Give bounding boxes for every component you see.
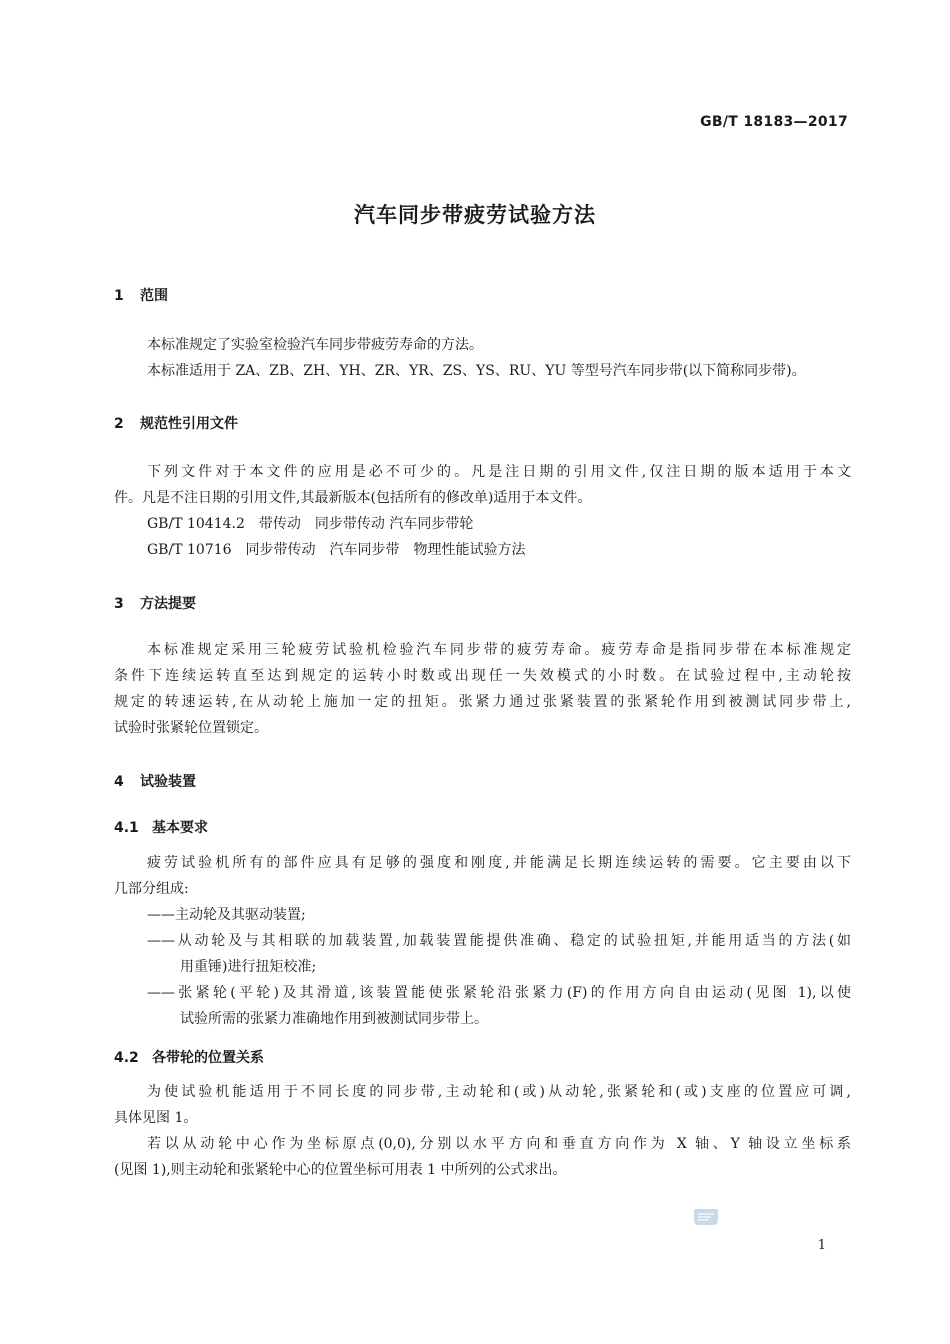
list-item: ——主动轮及其驱动装置; <box>147 907 306 923</box>
text-line: 若以从动轮中心作为坐标原点(0,0),分别以水平方向和垂直方向作为 X 轴、Y 轴设立坐标系 <box>147 1136 851 1152</box>
list-item: ——从动轮及与其相联的加载装置,加载装置能提供准确、稳定的试验扭矩,并能用适当的方法(如 <box>147 933 851 949</box>
section-title: 基本要求 <box>152 820 208 836</box>
section-1-paragraph-2: 本标准适用于 ZA、ZB、ZH、YH、ZR、YR、ZS、YS、RU、YU 等型号汽车同步带(以下简称同步带)。 <box>147 363 806 379</box>
section-3-paragraph <box>114 637 851 741</box>
section-title: 范围 <box>140 288 168 304</box>
section-title: 试验装置 <box>140 774 196 790</box>
watermark-logo-icon <box>693 1207 719 1227</box>
text-line: 规定的转速运转,在从动轮上施加一定的扭矩。张紧力通过张紧装置的张紧轮作用到被测试同步带上, <box>114 694 851 710</box>
text-line: 具体见图 1。 <box>114 1110 198 1126</box>
subsection-4-1-paragraph <box>114 850 851 1032</box>
text-line: 疲劳试验机所有的部件应具有足够的强度和刚度,并能满足长期连续运转的需要。它主要由以下 <box>147 855 851 871</box>
section-number: 4.2 <box>114 1050 139 1066</box>
page-number: 1 <box>817 1238 826 1253</box>
text-line: 几部分组成: <box>114 881 189 897</box>
section-number: 4.1 <box>114 820 139 836</box>
section-1-paragraph-1: 本标准规定了实验室检验汽车同步带疲劳寿命的方法。 <box>147 337 483 353</box>
section-1-heading <box>114 285 168 305</box>
text-line: 件。凡是不注日期的引用文件,其最新版本(包括所有的修改单)适用于本文件。 <box>114 490 592 506</box>
section-number: 4 <box>114 774 124 790</box>
text-line: 试验时张紧轮位置锁定。 <box>114 720 268 736</box>
section-title: 方法提要 <box>140 596 196 612</box>
reference-item-1: GB/T 10414.2 带传动 同步带传动 汽车同步带轮 <box>147 516 474 532</box>
text-line: 条件下连续运转直至达到规定的运转小时数或出现任一失效模式的小时数。在试验过程中,主动轮按 <box>114 668 851 684</box>
section-title: 规范性引用文件 <box>140 416 238 432</box>
document-code: GB/T 18183—2017 <box>700 114 848 130</box>
section-2-heading <box>114 413 238 433</box>
section-number: 1 <box>114 288 124 304</box>
subsection-4-2-heading <box>114 1047 264 1067</box>
reference-item-2: GB/T 10716 同步带传动 汽车同步带 物理性能试验方法 <box>147 542 526 558</box>
list-item: ——张紧轮(平轮)及其滑道,该装置能使张紧轮沿张紧力(F)的作用方向自由运动(见图 1),以使 <box>147 985 851 1001</box>
text-line: (见图 1),则主动轮和张紧轮中心的位置坐标可用表 1 中所列的公式求出。 <box>114 1162 567 1178</box>
text-line: 下列文件对于本文件的应用是必不可少的。凡是注日期的引用文件,仅注日期的版本适用于本文 <box>147 464 851 480</box>
text-line: 为使试验机能适用于不同长度的同步带,主动轮和(或)从动轮,张紧轮和(或)支座的位置应可调, <box>147 1084 851 1100</box>
section-number: 2 <box>114 416 124 432</box>
subsection-4-2-paragraph <box>114 1079 851 1183</box>
section-number: 3 <box>114 596 124 612</box>
section-2-paragraph <box>114 459 851 511</box>
section-3-heading <box>114 593 196 613</box>
list-item-continuation: 用重锤)进行扭矩校准; <box>180 959 317 975</box>
text-line: 本标准规定采用三轮疲劳试验机检验汽车同步带的疲劳寿命。疲劳寿命是指同步带在本标准规定 <box>147 642 851 658</box>
document-title: 汽车同步带疲劳试验方法 <box>354 203 596 227</box>
section-4-heading <box>114 771 196 791</box>
subsection-4-1-heading <box>114 817 208 837</box>
list-item-continuation: 试验所需的张紧力准确地作用到被测试同步带上。 <box>180 1011 488 1027</box>
section-title: 各带轮的位置关系 <box>152 1050 264 1066</box>
